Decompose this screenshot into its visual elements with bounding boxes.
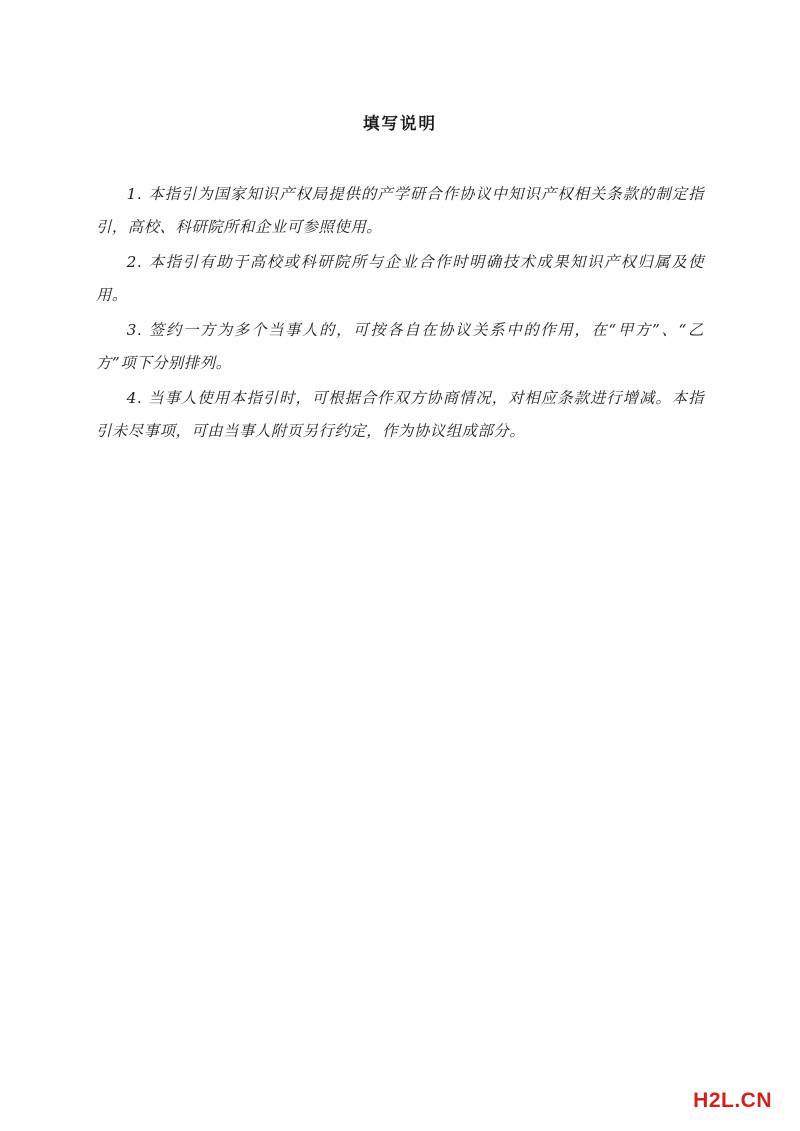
watermark-logo: H2L.CN — [693, 1089, 772, 1112]
page-title: 填写说明 — [363, 114, 437, 133]
paragraph-1: 1. 本指引为国家知识产权局提供的产学研合作协议中知识产权相关条款的制定指引，高校、科研院所和企业可参照使用。 — [96, 185, 704, 236]
paragraph-3: 3. 签约一方为多个当事人的，可按各自在协议关系中的作用，在“甲方”、“乙方”项下分别排列。 — [96, 321, 704, 372]
paragraph-4: 4. 当事人使用本指引时，可根据合作双方协商情况，对相应条款进行增减。本指引未尽事项，可由当事人附页另行约定，作为协议组成部分。 — [96, 389, 704, 440]
document-body — [96, 110, 704, 450]
paragraph-2: 2. 本指引有助于高校或科研院所与企业合作时明确技术成果知识产权归属及使用。 — [96, 253, 704, 304]
